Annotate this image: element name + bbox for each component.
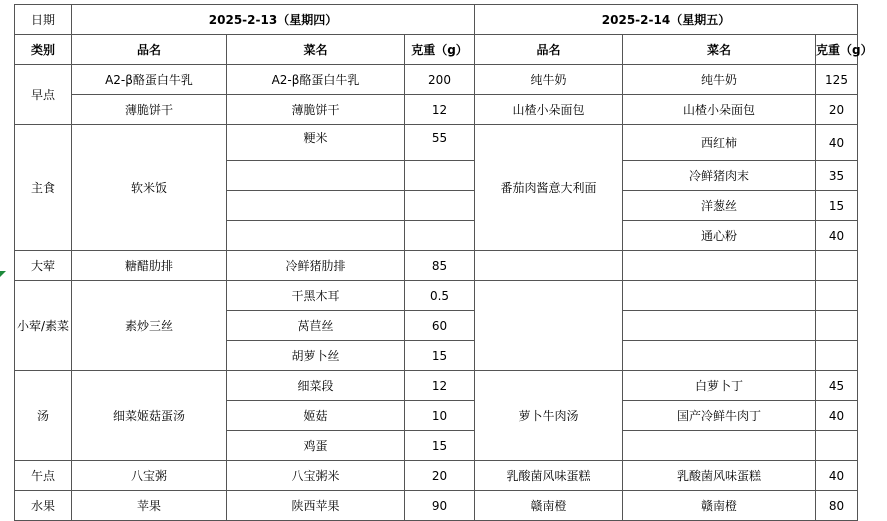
cell-empty [405, 161, 475, 191]
category-side: 小荤/素菜 [15, 281, 72, 371]
cell-ingredient: 洋葱丝 [623, 191, 816, 221]
cell-dish: 赣南橙 [475, 491, 623, 521]
cell-grams: 90 [405, 491, 475, 521]
col-header-category: 类别 [15, 35, 72, 65]
cell-ingredient: 国产冷鲜牛肉丁 [623, 401, 816, 431]
table-row [15, 251, 858, 281]
day2-date: 2025-2-14（星期五） [475, 5, 858, 35]
table-row [15, 65, 858, 95]
cell-ingredient: 八宝粥米 [227, 461, 405, 491]
col-header-dish-d2: 品名 [475, 35, 623, 65]
cell-ingredient: 冷鲜猪肋排 [227, 251, 405, 281]
cell-ingredient: 鸡蛋 [227, 431, 405, 461]
category-main-meat: 大荤 [15, 251, 72, 281]
cell-dish: 糖醋肋排 [72, 251, 227, 281]
cell-dish: 乳酸菌风味蛋糕 [475, 461, 623, 491]
cell-grams: 15 [816, 191, 858, 221]
cell-ingredient: 细菜段 [227, 371, 405, 401]
cell-grams: 40 [816, 221, 858, 251]
cell-dish: 萝卜牛肉汤 [475, 371, 623, 461]
cell-empty [816, 281, 858, 311]
col-header-ingredient-d2: 菜名 [623, 35, 816, 65]
cell-grams: 0.5 [405, 281, 475, 311]
cell-grams: 40 [816, 401, 858, 431]
cell-empty [405, 191, 475, 221]
cell-grams: 20 [405, 461, 475, 491]
cell-dish: 软米饭 [72, 125, 227, 251]
cell-ingredient: 粳米 [227, 125, 405, 161]
cell-empty [623, 341, 816, 371]
cell-grams: 80 [816, 491, 858, 521]
cell-grams: 60 [405, 311, 475, 341]
cell-dish: 素炒三丝 [72, 281, 227, 371]
cell-ingredient: 赣南橙 [623, 491, 816, 521]
col-header-grams-d1: 克重（g） [405, 35, 475, 65]
cell-dish: 薄脆饼干 [72, 95, 227, 125]
cell-ingredient: 姬菇 [227, 401, 405, 431]
category-fruit: 水果 [15, 491, 72, 521]
table-row [15, 371, 858, 401]
cell-grams: 10 [405, 401, 475, 431]
cell-empty [623, 281, 816, 311]
cell-grams: 125 [816, 65, 858, 95]
cell-grams: 20 [816, 95, 858, 125]
cell-empty [816, 251, 858, 281]
cell-comment-marker [0, 271, 6, 277]
cell-empty [227, 161, 405, 191]
cell-ingredient: 白萝卜丁 [623, 371, 816, 401]
cell-grams: 15 [405, 341, 475, 371]
cell-empty [816, 311, 858, 341]
cell-ingredient: 乳酸菌风味蛋糕 [623, 461, 816, 491]
cell-empty [475, 281, 623, 371]
table-row [15, 95, 858, 125]
cell-ingredient: 西红柿 [623, 125, 816, 161]
cell-grams: 15 [405, 431, 475, 461]
cell-ingredient: 纯牛奶 [623, 65, 816, 95]
cell-dish: 八宝粥 [72, 461, 227, 491]
cell-ingredient: 通心粉 [623, 221, 816, 251]
cell-empty [623, 311, 816, 341]
cell-ingredient: 莴苣丝 [227, 311, 405, 341]
category-staple: 主食 [15, 125, 72, 251]
cell-ingredient: 陕西苹果 [227, 491, 405, 521]
category-afternoon: 午点 [15, 461, 72, 491]
cell-empty [816, 431, 858, 461]
table-row [15, 281, 858, 311]
cell-empty [405, 221, 475, 251]
cell-empty [227, 191, 405, 221]
cell-grams: 45 [816, 371, 858, 401]
cell-dish: 细菜姬菇蛋汤 [72, 371, 227, 461]
category-breakfast: 早点 [15, 65, 72, 125]
cell-grams: 200 [405, 65, 475, 95]
cell-empty [227, 221, 405, 251]
cell-ingredient: 胡萝卜丝 [227, 341, 405, 371]
cell-dish: 番茄肉酱意大利面 [475, 125, 623, 251]
cell-grams: 55 [405, 125, 475, 161]
cell-grams: 35 [816, 161, 858, 191]
cell-ingredient: 干黑木耳 [227, 281, 405, 311]
cell-grams: 12 [405, 371, 475, 401]
cell-dish: 山楂小朵面包 [475, 95, 623, 125]
cell-empty [623, 251, 816, 281]
col-header-dish-d1: 品名 [72, 35, 227, 65]
day1-date: 2025-2-13（星期四） [72, 5, 475, 35]
col-header-ingredient-d1: 菜名 [227, 35, 405, 65]
menu-table [14, 4, 873, 521]
table-row [15, 461, 858, 491]
cell-ingredient: 薄脆饼干 [227, 95, 405, 125]
cell-dish: 纯牛奶 [475, 65, 623, 95]
cell-empty [623, 431, 816, 461]
cell-grams: 85 [405, 251, 475, 281]
cell-grams: 40 [816, 125, 858, 161]
cell-empty [475, 251, 623, 281]
category-soup: 汤 [15, 371, 72, 461]
cell-empty [816, 341, 858, 371]
cell-grams: 40 [816, 461, 858, 491]
cell-ingredient: 山楂小朵面包 [623, 95, 816, 125]
cell-dish: A2-β酪蛋白牛乳 [72, 65, 227, 95]
col-header-grams-d2: 克重（g） [816, 35, 858, 65]
cell-ingredient: 冷鲜猪肉末 [623, 161, 816, 191]
cell-dish: 苹果 [72, 491, 227, 521]
cell-ingredient: A2-β酪蛋白牛乳 [227, 65, 405, 95]
table-row [15, 491, 858, 521]
cell-grams: 12 [405, 95, 475, 125]
date-label: 日期 [15, 5, 72, 35]
table-row [15, 125, 858, 161]
